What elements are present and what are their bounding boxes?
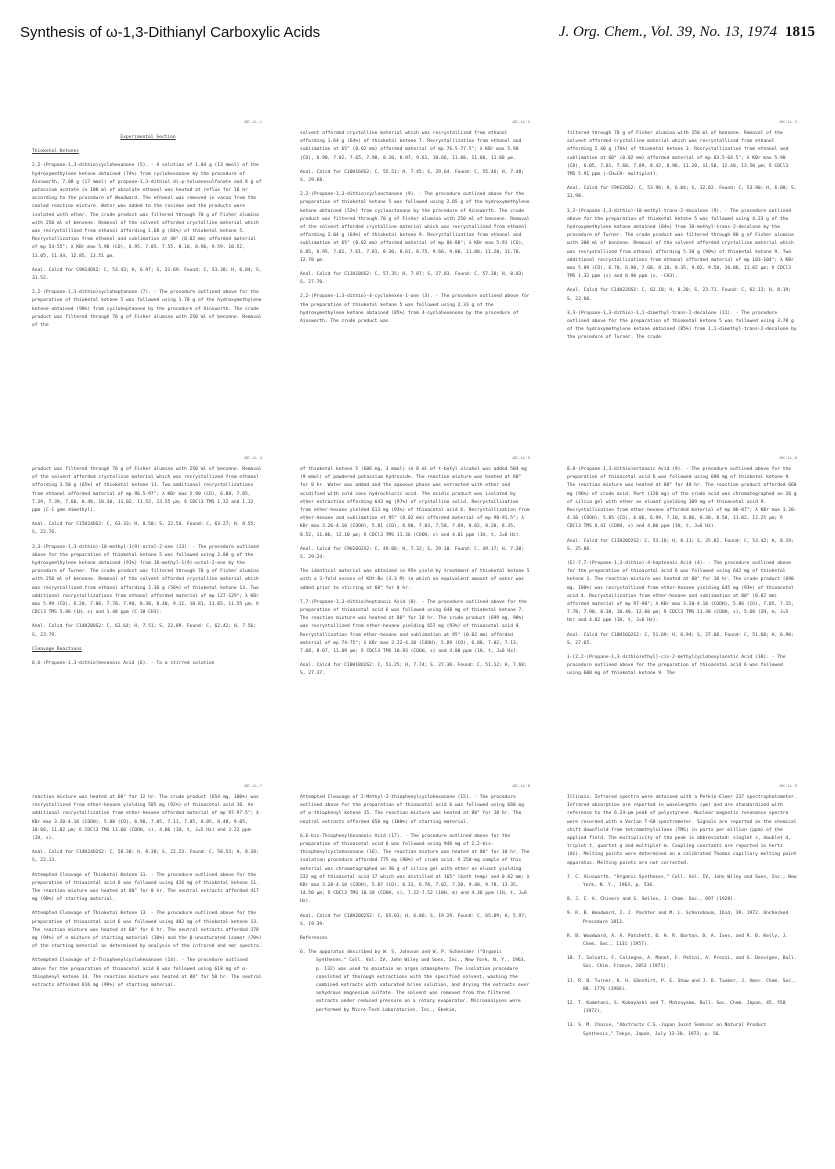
reference-item: 13. S. M. Chaise, "Abstracts C.S.-Japan Joint Seminar on Natural Product Synthesis," Tokyo, Japan, July 13-20, 1973, p. 56.: [567, 1023, 767, 1037]
text-block: [567, 783, 799, 1134]
paragraph: solvent afforded crystalline material which was recrystallized from ethanol affording 1.64 g (64%) of thioketal ketone 7. Recrystallization from ethanol and sublimation at 65° (0.02 mm) afforded material of mp 76.5-77.5°; λ KBr max 5.90 (CO), 6.90, 7.02, 7.65, 7.90, 8.10, 8.97, 9.61, 10.66, 11.08, 11.60, 11.80 μm.: [300, 131, 522, 161]
paragraph: 3,3-(Propane-1,3-dithio)-10-methyl-1(9)-octal-2-one (13). - The procedure outlined above for the preparation of thioketal ketone 5 was followed using 2.80 g of the hydroxymethylene ketone obtained (91%) from 10-methyl-1(9)-octal-2-one by the procedure of Turner. The crude product was filtered through 70 g of Fisher alumina with 250 ml of benzene. Removal of the solvent afforded crystalline material which was recrystallized from ethanol affording 2.30 g (56%) of thioketal ketone 13. Two additional recrystallizations from ethanol afforded material of mp 127-129°; λ KBr max 5.99 (CO), 6.20, 7.06, 7.70, 7.90, 8.30, 8.40, 9.11, 10.81, 11.05, 11.55 μm; δ CDCl3 TMS 5.86 (1H, s) and 1.48 ppm (C-10 CH3).: [32, 544, 259, 616]
reference-item: 7. C. Ainsworth, "Organic Syntheses," Coll. Vol. IV, John Wiley and Sons, Inc., New York, N. Y., 1963, p. 536.: [567, 874, 797, 889]
paragraph: reaction mixture was heated at 60° for 12 hr. The crude product (654 mg, 100%) was recrystallized from ether-hexane yielding 585 mg (92%) of thioacetal acid 10. An additional recrystallization from ether-hexane afforded material of mp 97-97.5°; λ KBr max 3.20-4.10 (COOH), 5.88 (CO), 6.90, 7.05, 7.11, 7.85, 8.05, 8.40, 9.05, 10.66, 11.02 μm; δ CDCl3 TMS 11.60 (COOH, s), 4.06 (1H, t, J=5 Hz) and 3.22 ppm (2H, s).: [32, 795, 259, 842]
block-id: JOC-LL-8: [511, 783, 530, 788]
paragraph: Anal. Calcd for C18H20O2S2: C, 65.03; H, 6.06; S, 19.29. Found: C, 65.09; H, 5.97; S, 19.39.: [300, 913, 527, 927]
paragraph: Anal. Calcd for C10H16O2S2: C, 51.69; H, 6.94; S, 27.60. Found: C, 51.60; H, 6.90; S, 27.65.: [567, 632, 794, 646]
journal-citation: J. Org. Chem., Vol. 39, No. 13, 1974: [558, 24, 777, 40]
block-id: JOC-LL-3: [778, 119, 797, 124]
paragraph: Anal. Calcd for C14H24O2S2: C, 58.30; H, 8.38; S, 22.23. Found: C, 58.53; H, 8.38; S, 22.13.: [32, 850, 259, 864]
text-block: [32, 119, 264, 430]
block-id: JOC-LL-2: [511, 119, 530, 124]
paragraph: 7,7-(Propane-1,3-dithio)heptanoic Acid (8). - The procedure outlined above for the preparation of thioacetal acid 6 was followed using 648 mg of thioketal ketone 7. The reaction mixture was heated at 80° for 10 hr. The crude product (699 mg, 98%) was recrystallized from ether-hexane yielding 657 mg (93%) of thioacetal acid 8. Recrystallization from ether-hexane and sublimation at 95° (0.02 mm) afforded material of mp 74-75°; λ KBr max 3.22-4.10 (COOH), 5.89 (CO), 6.88, 7.02, 7.13, 7.68, 8.07, 11.09 μm; δ CDCl3 TMS 10.93 (COOH, s) and 4.00 ppm (1H, t, J=6 Hz).: [300, 599, 527, 655]
page-header: [20, 22, 815, 46]
paragraph: Attempted Cleavage of Thioketal Ketone 11. - The procedure outlined above for the preparation of thioacetal acid 6 was followed using 426 mg of thioketal ketone 11. The reaction mixture was heated at 80° for 8 hr. The neutral extracts afforded 417 mg (98%) of starting material.: [32, 872, 259, 903]
paragraph: 2,2-(Propane-1,3-dithio)-4-cyclohexen-1-one (3). - The procedure outlined above for the preparation of thioketal ketone 5 was followed using 2.33 g of the hydroxymethylene ketone obtained (85%) from 4-cyclohexenone by the procedure of Ainsworth. The crude product was: [300, 294, 530, 325]
block-id: JOC-LL-5: [511, 455, 530, 460]
section-heading: Experimental Section: [120, 135, 176, 140]
paragraph: The identical material was obtained in 95% yield by treatment of thioketal ketone 5 with a 3-fold excess of KOt-Bu (3.3 M) in which an equivalent amount of water was added prior to stirring at 60° for 8 hr.: [300, 569, 530, 591]
paragraph: Illinois. Infrared spectra were obtained with a Perkin-Elmer 237 spectrophotometer. Infrared absorption are reported in wavelengths (μm) and are standardized with reference to the 6.24-μm peak of polystyrene. Nuclear magnetic resonance spectra were recorded with a Varian T-60 spectrometer. Signals are reported as the chemical shift downfield from tetramethylsilane (TMS) in parts per million (ppm) of the applied field. The multiplicity of the peak is abbreviated: singlet s, doublet d, triplet t, quartet q and multiplet m. Coupling constants are reported in hertz (Hz). Melting points were determined on a calibrated Thomas capillary melting point apparatus. Melting points are not corrected.: [567, 795, 797, 866]
paragraph: 2,2-(Propane-1,3-dithio)cyclooctanone (9). - The procedure outlined above for the preparation of thioketal ketone 5 was followed using 2.05 g of the hydroxymethylene ketone obtained (52%) from cyclooctanone by the procedure of Ainsworth. The crude product was filtered through 70 g of Fisher alumina with 250 ml of benzene. Removal of the solvent afforded crystalline material which was recrystallized from ethanol affording 2.04 g (64%) of thioketal ketone 9. Recrystallization from ethanol and sublimation at 65° (0.02 mm) afforded material of mp 86-88°; λ KBr max 5.91 (CO), 6.85, 6.95, 7.01, 7.61, 7.81, 8.30, 8.61, 8.75, 9.66, 9.80, 11.00, 11.20, 11.78, 12.70 μm.: [300, 192, 530, 263]
paragraph: Anal. Calcd for C14H20OS2: C, 62.64; H, 7.51; S, 23.89. Found: C, 62.42; H, 7.56; S, 23.79.: [32, 624, 257, 638]
paragraph: Anal. Calcd for C11H20O2S2: C, 53.18; H, 8.11; S, 25.82. Found: C, 53.42; H, 8.19; S, 25.80.: [567, 538, 794, 552]
paragraph: 3,3-(Propane-1,3-dithio)-1,1-dimethyl-trans-2-decalone (11). - The procedure outlined above for the preparation of thioketal ketone 5 was followed using 3.70 g of the hydroxymethylene ketone obtained (85%) from 1,1-dimethyl-trans-2-decalone by the procedure of Turner. The crude: [567, 310, 797, 341]
block-id: JOC-LL-6: [778, 455, 797, 460]
paragraph: 3,3-(Propane-1,3-dithio)-10-methyl-trans-2-decalone (9). - The procedure outlined above for the preparation of thioketal ketone 5 was followed using 4.33 g of the hydroxymethylene ketone obtained (84%) from 10-methyl-trans-2-decalone by the procedure of Turner. The crude product was filtered through 80 g of Fisher alumina with 300 ml of benzene. Removal of the solvent afforded crystalline material which was recrystallized from ethanol affording 5.38 g (90%) of thioketal ketone 9. Two additional recrystallizations from ethanol afforded material of mp 103-104°; λ KBr max 5.89 (CO), 6.70, 6.90, 7.68, 8.10, 8.35, 9.02, 9.58, 10.86, 11.02 μm; δ CDCl3 TMS 1.32 ppm (s) and 0.90 ppm (s, -CH3).: [567, 208, 794, 280]
text-block: [300, 455, 532, 766]
paragraph: Attempted Cleavage of Thioketal Ketone 13. - The procedure outlined above for the preparation of thioacetal acid 6 was followed using 402 mg of thioketal ketone 13. The reaction mixture was heated at 60° for 8 hr. The neutral extracts afforded 378 mg (94%) of a mixture of starting material (30%) and the β-unsaturated isomer (70%) of the starting material as determined by analysis of the infrared and nmr spectra.: [32, 911, 262, 950]
paragraph: 2,2-(Propane-1,3-dithio)cyclohexanone (5). - A solution of 1.04 g (13 mmol) of the hydroxymethylene ketone obtained (74%) from cyclohexanone by the procedure of Ainsworth, 7.08 g (17 mmol) of propane-1,3-dithiol di-p-toluenesulfonate and 8 g of potassium acetate in 100 ml of absolute ethanol was heated at reflux for 10 hr according to the procedure of Woodward. The ethanol was removed in vacuo from the cooled reaction mixture. Water was added to the residue and the products were isolated with ether. The crude product was filtered through 70 g of Fisher alumina with 250 ml of benzene. Removal of the solvent afforded crystalline material which was recrystallized from ethanol affording 1.68 g (64%) of thioketal ketone 5. Recrystallization from ethanol and sublimation at 40° (0.02 mm) afforded material of mp 54-55°; λ KBr max 5.90 (CO), 6.95, 7.05, 7.55, 8.18, 8.96, 9.59, 10.52, 11.05, 11.44, 12.85, 13.51 μm.: [32, 163, 262, 259]
text-block: [32, 783, 264, 1134]
paragraph: 6,6-bis-Thiophenylhexanoic Acid (17). - The procedure outlined above for the preparation of thioacetal acid 6 was followed using 940 mg of 2,2-bis-thiophenylcyclohexanone (16). The reaction mixture was heated at 80° for 10 hr. The isolation procedure afforded 775 mg (80%) of crude acid. A 250-mg sample of this material was chromatographed on 30 g of silica gel with ether as eluant yielding 232 mg of thioacetal acid 17 which was distilled at 165° (bath temp) and 0.02 mm; λ KBr max 3.20-4.10 (COOH), 5.87 (CO), 6.33, 6.78, 7.02, 7.20, 9.40, 9.78, 13.35, 14.50 μm; δ CDCl3 TMS 10.20 (COOH, s), 7.22-7.52 (10H, m) and 4.30 ppm (1H, t, J=6 Hz).: [300, 833, 530, 905]
block-id: JOC-LL-9: [778, 783, 797, 788]
block-id: JOC-LL-1: [243, 119, 262, 124]
paragraph: Anal. Calcd for C9H16O2S2: C, 49.06; H, 7.32; S, 29.10. Found: C, 49.17; H, 7.30; S, 29.24.: [300, 546, 525, 561]
paragraph: 8,8-(Propane-1,3-dithio)octanoic Acid (9). - The procedure outlined above for the preparation of thioacetal acid 6 was followed using 690 mg of thioketal ketone 9. The reaction mixture was heated at 80° for 48 hr. The reaction product afforded 668 mg (96%) of crude acid. Part (120 mg) of the crude acid was chromatographed on 10 g of silica gel with ether as eluant yielding 109 mg of thioacetal acid 9. Recrystallization from ether-hexane afforded material of mp 86-87°; λ KBr max 3.20-4.10 (COOH), 5.85 (CO), 6.86, 6.99, 7.10, 8.06, 8.30, 8.50, 11.02, 12.25 μm; δ CDCl3 TMS 6.41 (COOH, s) and 4.00 ppm (1H, t, J=6 Hz).: [567, 467, 797, 530]
paragraph: product was filtered through 70 g of Fisher alumina with 250 ml of benzene. Removal of the solvent afforded crystalline material which was recrystallized from ethanol affording 3.50 g (65%) of thioketal ketone 11. Two additional recrystallizations from ethanol afforded material of mp 96.5-97°; λ KBr max 5.90 (CO), 6.88, 7.05, 7.29, 7.39, 7.60, 8.48, 10.30, 11.02, 11.52, 13.55 μm; δ CDCl3 TMS 1.32 and 1.12 ppm (C-1 gem dimethyl).: [32, 467, 262, 514]
paragraph: Anal. Calcd for C10H16OS2: C, 55.51; H, 7.45; S, 29.64. Found: C, 55.46; H, 7.48; S, 29.68.: [300, 169, 525, 184]
paragraph: Attempted Cleavage of 2-Thiophenylcyclohexanone (14). - The procedure outlined above for the preparation of thioacetal acid 6 was followed using 618 mg of α-thiophenyl ketone 14. The reaction mixture was heated at 80° for 50 hr. The neutral extracts afforded 616 mg (99%) of starting material.: [32, 958, 262, 989]
reference-item: 10. T. Salvati, F. Calzegna, A. Manet, F. Patini, A. Prozzi, and G. Desvigne, Bull. Soc. Chim. France, 2053 (1971).: [567, 956, 797, 970]
block-id: JOC-LL-4: [243, 455, 262, 460]
paragraph: Anal. Calcd for C14H22OS2: C, 62.18; H, 8.20; S, 23.71. Found: C, 62.13; H, 8.19; S, 23.60.: [567, 288, 792, 302]
paragraph: Anal. Calcd for C9H14OS2: C, 53.43; H, 6.97; S, 31.69. Found: C, 53.30; H, 6.84; S, 31.52.: [32, 267, 262, 282]
text-block: [567, 455, 799, 766]
reference-item: 8. J. C. A. Chivers and S. Smiles, J. Chem. Soc., 697 (1928).: [567, 897, 736, 903]
section-heading: References: [300, 936, 328, 942]
paragraph: Anal. Calcd for C10H18O2S2: C, 51.25; H, 7.74; S, 27.36. Found: C, 51.12; H, 7.68; S, 27.37.: [300, 663, 527, 677]
paragraph: 1-[2,2-(Propane-1,3-dithio)ethyl]-cis-2-methylcyclohexylacetic Acid (10). - The procedure outlined above for the preparation of thioacetal acid 6 was followed using 600 mg of thioketal ketone 9. The: [567, 655, 786, 677]
reference-item: 12. T. Kametani, S. Kobayashi and T. Matsuyama, Bull. Soc. Chem. Japan, 45, 558 (1972).: [567, 1001, 786, 1015]
paragraph: (E)-7,7-(Propane-1,3-dithio)-4-heptenoic Acid (4). - The procedure outlined above for the preparation of thioacetal acid 6 was followed using 642 mg of thioketal ketone 3. The reaction mixture was heated at 80° for 10 hr. The crude product (698 mg, 100%) was recrystallized from ether-hexane yielding 645 mg (93%) of thioacetal acid 4. Recrystallization from ether-hexane and sublimation at 80° (0.02 mm) afforded material of mp 97-98°; λ KBr max 3.20-4.10 (COOH), 5.86 (CO), 7.05, 7.15, 7.78, 7.90, 8.30, 10.40, 12.60 μm; δ CDCl3 TMS 11.38 (COOH, s), 5.60 (2H, m, J=5 Hz) and 4.02 ppm (1H, t, J=6 Hz).: [567, 561, 794, 624]
paragraph: Anal. Calcd for C11H18OS2: C, 57.35; H, 7.87; S, 27.83. Found: C, 57.38; H, 8.03; S, 27.70.: [300, 272, 525, 286]
reference-list: [300, 949, 532, 1015]
section-heading: Cleavage Reactions: [32, 646, 82, 652]
paragraph: Anal. Calcd for C9H12OS2: C, 53.96; H, 6.04; S, 32.02. Found: C, 53.90; H, 6.08; S, 31.98.: [567, 186, 797, 200]
reference-item: 6. The apparatus described by W. S. Johnson and W. P. Schneider ("Organic Syntheses," Coll. Vol. IV, John Wiley and Sons, Inc., New York, N. Y., 1963, p. 132) was used to maintain an argon atmosphere. The isolation procedure consisted of thorough extractions with the specified solvent, washing the combined extracts with saturated brine solution, and drying the extracts over anhydrous magnesium sulfate. The solvent was removed from the filtered extracts under reduced pressure on a rotary evaporator. Microanalyses were performed by Micro-Tech Laboratories, Inc., Skokie,: [300, 950, 529, 1013]
paragraph: filtered through 70 g of Fisher alumina with 250 ml of benzene. Removal of the solvent afforded crystalline material which was recrystallized from ethanol affording 2.40 g (76%) of thioketal ketone 3. Recrystallization from ethanol and sublimation at 60° (0.02 mm) afforded material of mp 63.5-64.5°; λ KBr max 5.90 (CO), 6.05, 7.01, 7.68, 7.89, 8.42, 8.96, 11.20, 11.50, 12.40, 13.50 μm; δ CDCl3 TMS 5.91 ppm (-CH=CH- multiplet).: [567, 131, 789, 178]
text-block: [567, 119, 799, 430]
text-block: [300, 783, 532, 1134]
page-number: 1815: [785, 24, 815, 40]
paragraph: of thioketal ketone 5 (606 mg, 3 mmol) in 8 ml of t-butyl alcohol was added 504 mg (9 mmol) of powdered potassium hydroxide. The reaction mixture was heated at 60° for 8 hr. Water was added and the aqueous phase was extracted with ether and acidified with cold conc hydrochloric acid. The acidic product was isolated by ether extraction affording 643 mg (97%) of crystalline solid. Recrystallization from ether-hexane yielded 613 mg (93%) of thioacetal acid 6. Recrystallization from ether-hexane and sublimation at 95° (0.02 mm) afforded material of mp 90-91.5°; λ KBr max 3.26-4.10 (COOH), 5.81 (CO), 6.90, 7.03, 7.50, 7.69, 8.02, 8.20, 8.35, 8.52, 11.06, 12.10 μm; δ CDCl3 TMS 11.36 (COOH, s) and 4.01 ppm (1H, t, J=6 Hz).: [300, 467, 530, 538]
text-block: [32, 455, 264, 766]
section-heading: Thioketal Ketones: [32, 149, 80, 155]
reference-item: R. B. Woodward, A. A. Patchett, D. H. R. Barton, D. A. Ives, and R. B. Kelly, J. Chem. Soc., 1131 (1957).: [567, 933, 789, 948]
block-id: JOC-LL-7: [243, 783, 262, 788]
paragraph: Attempted Cleavage of 2-Methyl-2-thiophenylcyclohexanone (15). - The procedure outlined above for the preparation of thioacetal acid 6 was followed using 660 mg of α-thiophenyl ketone 15. The reaction mixture was heated at 80° for 10 hr. The neutral extracts afforded 650 mg (100%) of starting material.: [300, 795, 525, 825]
reference-list: [567, 874, 799, 1039]
paragraph: 6,6-(Propane-1,3-dithio)hexanoic Acid (6). - To a stirred solution: [32, 661, 215, 667]
paragraph: 2,2-(Propane-1,3-dithio)cycloheptanone (7). - The procedure outlined above for the preparation of thioketal ketone 5 was followed using 1.70 g of the hydroxymethylene ketone obtained (90%) from cycloheptanone by the procedure of Ainsworth. The crude product was filtered through 70 g of Fisher alumina with 250 ml of benzene. Removal of the: [32, 290, 262, 329]
reference-item: 9. R. B. Woodward, I. J. Pachter and M. L. Scheinbaum, Ibid, 39, 1972. Unchecked Procedure 1813.: [567, 911, 789, 925]
reference-item: 11. R. B. Turner, K. H. Gänshirt, P. E. Shaw and J. D. Tauber, J. Amer. Chem. Soc., 88, 1776 (1966).: [567, 978, 797, 992]
text-block: [300, 119, 532, 430]
running-title: Synthesis of ω-1,3-Dithianyl Carboxylic Acids: [20, 24, 321, 41]
paragraph: Anal. Calcd for C15H24OS2: C, 63.33; H, 8.50; S, 22.54. Found: C, 63.27; H, 8.55; S, 22.76.: [32, 522, 257, 536]
